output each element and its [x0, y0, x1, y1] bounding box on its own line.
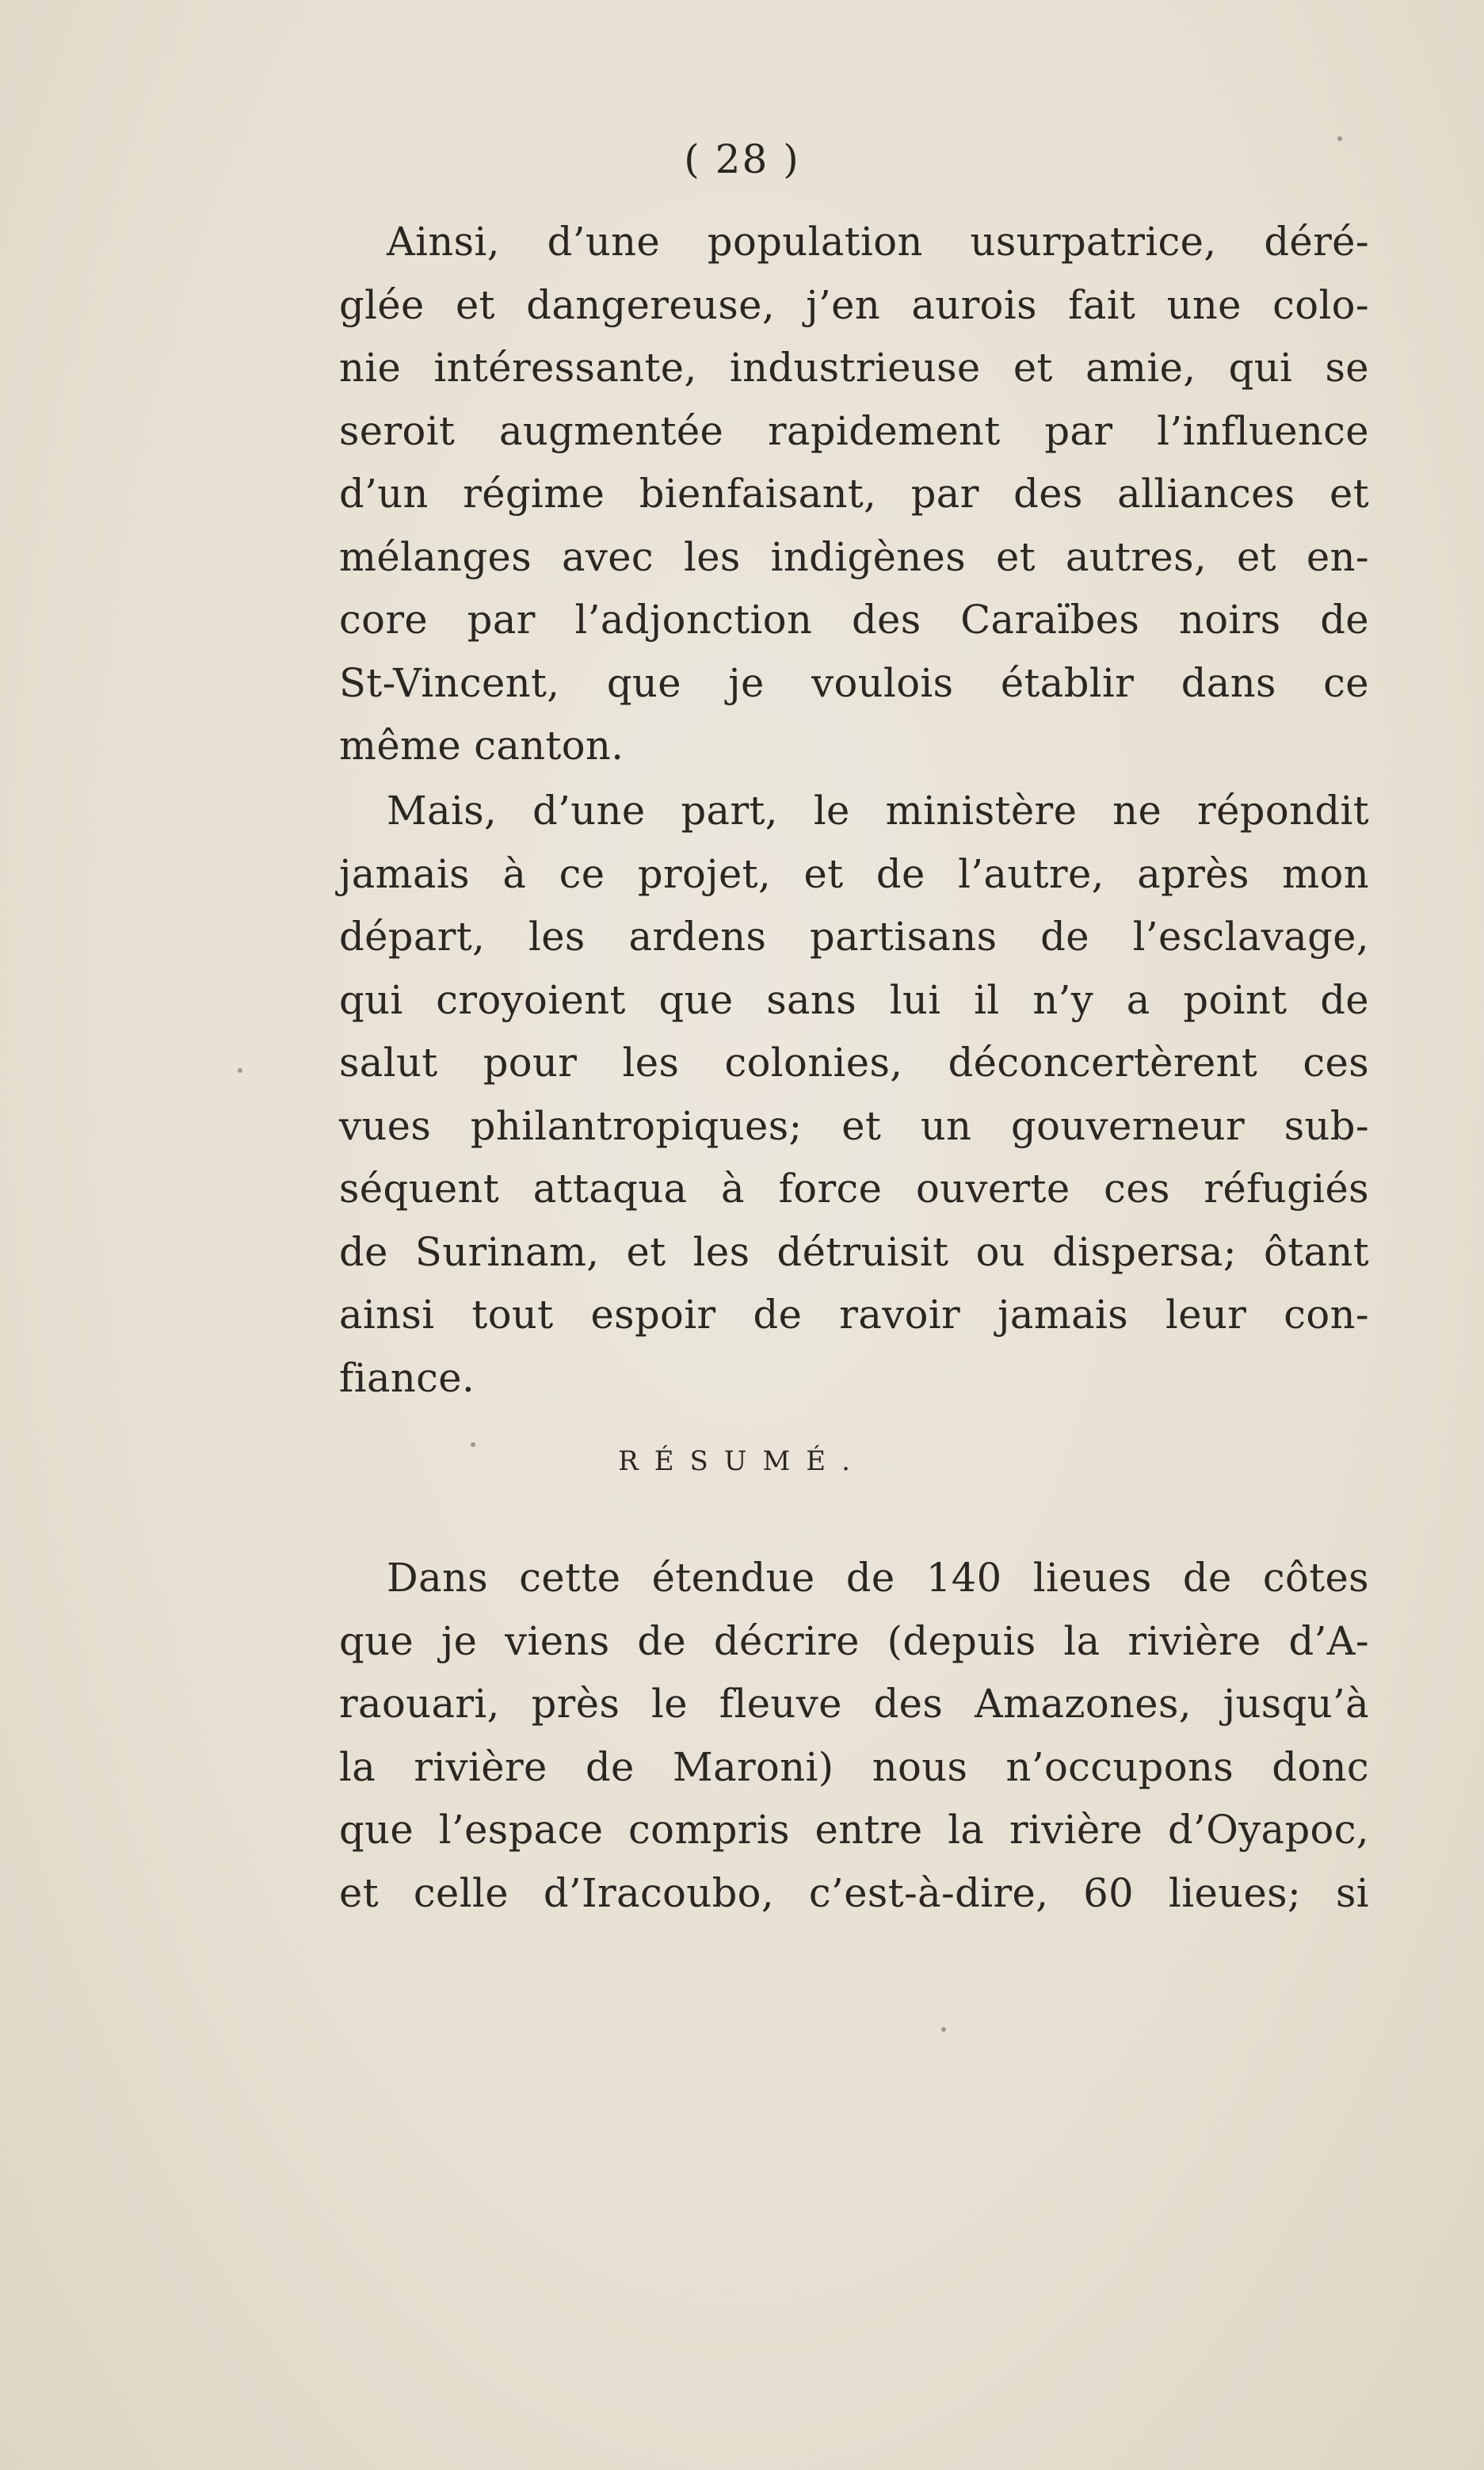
text-line: Ainsi, d’une population usurpatrice, déré- — [387, 219, 1369, 265]
paper-speck — [941, 2027, 946, 2032]
text-line: raouari, près le fleuve des Amazones, jusqu’à — [339, 1681, 1369, 1727]
paper-speck — [1337, 136, 1342, 141]
text-line: jamais à ce projet, et de l’autre, après mon — [339, 850, 1369, 897]
text-line: seroit augmentée rapidement par l’influence — [339, 407, 1369, 454]
text-line: départ, les ardens partisans de l’esclavage, — [339, 914, 1369, 960]
section-heading: RÉSUMÉ. — [618, 1445, 866, 1477]
text-line: que je viens de décrire (depuis la rivière d’A- — [339, 1617, 1369, 1664]
page-number: ( 28 ) — [684, 136, 800, 182]
paper-speck — [238, 1068, 242, 1073]
text-line: core par l’adjonction des Caraïbes noirs de — [339, 597, 1369, 643]
paper-speck — [471, 1442, 475, 1447]
text-line: salut pour les colonies, déconcertèrent ces — [339, 1040, 1369, 1086]
text-line: Dans cette étendue de 140 lieues de côtes — [387, 1555, 1369, 1601]
paragraph-3 — [339, 1547, 1369, 1925]
paragraph-1 — [339, 211, 1369, 778]
text-line: mélanges avec les indigènes et autres, et en- — [339, 533, 1369, 580]
text-line: nie intéressante, industrieuse et amie, qui se — [339, 345, 1369, 391]
text-line: glée et dangereuse, j’en aurois fait une colo- — [339, 281, 1369, 328]
text-line: même canton. — [339, 723, 624, 769]
text-line: fiance. — [339, 1354, 475, 1401]
text-line: et celle d’Iracoubo, c’est-à-dire, 60 lieues; si — [339, 1869, 1369, 1916]
text-line: ainsi tout espoir de ravoir jamais leur con- — [339, 1292, 1369, 1338]
text-line: que l’espace compris entre la rivière d’Oyapoc, — [339, 1807, 1369, 1853]
text-line: Mais, d’une part, le ministère ne répondit — [387, 788, 1369, 834]
text-line: séquent attaqua à force ouverte ces réfugiés — [339, 1166, 1369, 1212]
text-line: de Surinam, et les détruisit ou dispersa; ôtant — [339, 1228, 1369, 1275]
text-line: qui croyoient que sans lui il n’y a point de — [339, 976, 1369, 1023]
paragraph-2 — [339, 780, 1369, 1410]
text-line: St-Vincent, que je voulois établir dans ce — [339, 659, 1369, 706]
text-line: vues philantropiques; et un gouverneur sub- — [339, 1102, 1369, 1149]
text-line: la rivière de Maroni) nous n’occupons donc — [339, 1743, 1369, 1790]
text-line: d’un régime bienfaisant, par des alliances et — [339, 471, 1369, 517]
